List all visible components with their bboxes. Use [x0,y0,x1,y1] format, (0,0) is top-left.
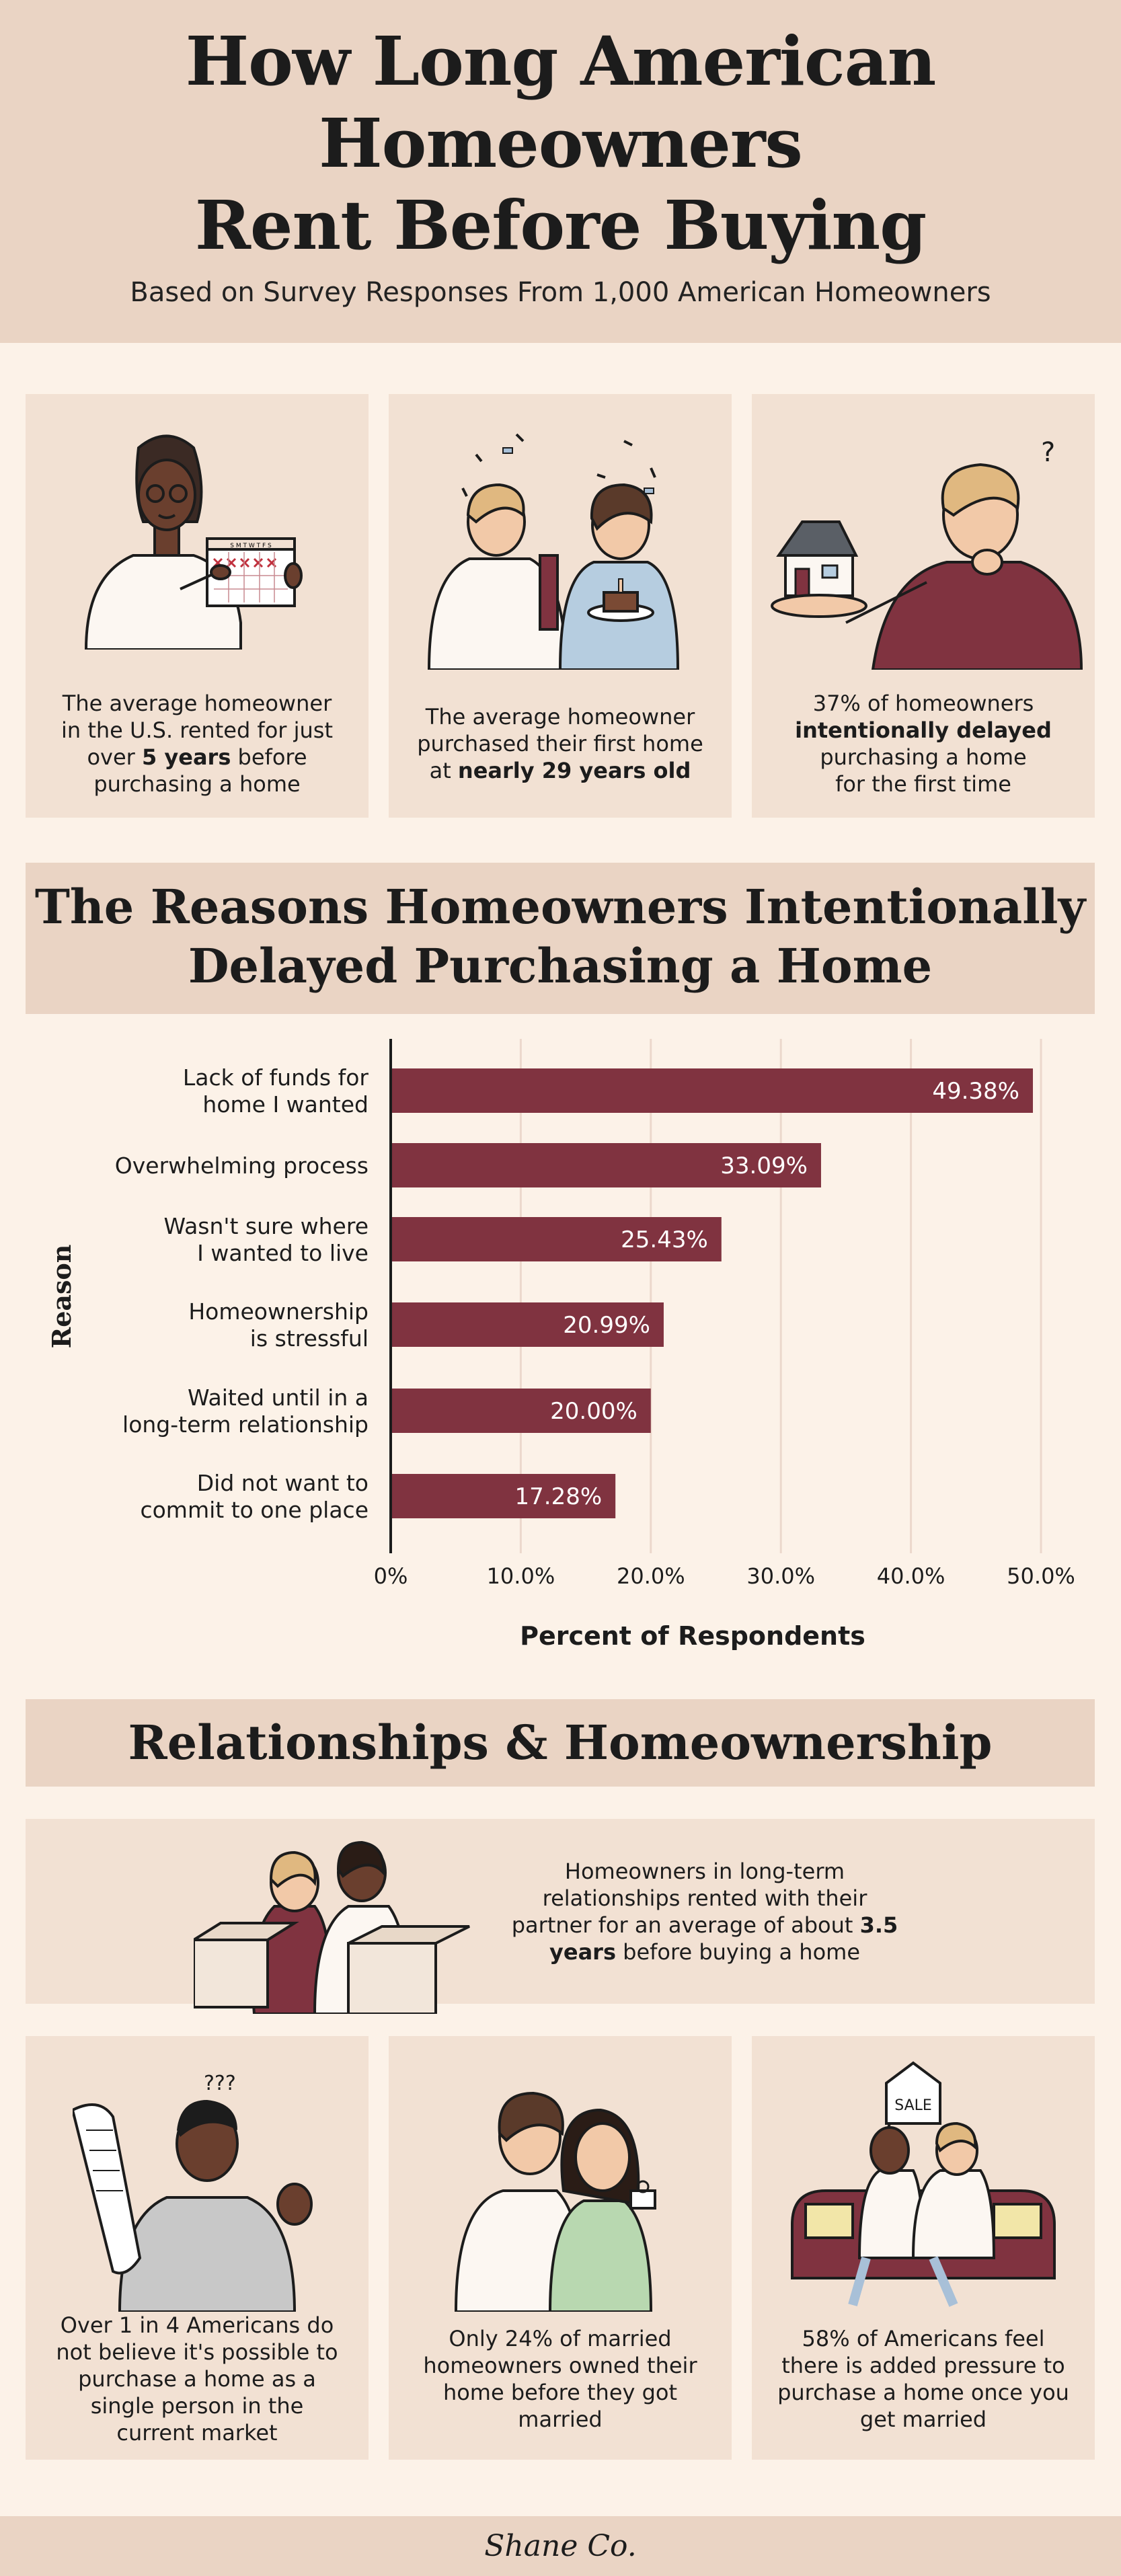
category-label: Homeownership [188,1298,369,1325]
category-label: long-term relationship [122,1411,369,1438]
bar-value-label: 17.28% [514,1483,603,1510]
stat-card-rent-years [26,394,369,818]
x-tick-label: 30.0% [746,1563,816,1589]
bar-value-label: 33.09% [720,1153,808,1179]
stat-card-delayed [752,394,1095,818]
category-label: commit to one place [140,1497,369,1523]
bar-value-label: 20.99% [563,1312,650,1339]
stat-caption-delayed: 37% of homeowners intentionally delayed purchasing a home for the first time [795,691,1052,797]
y-axis-title: Reason [46,1244,77,1349]
box-icon-right [348,1926,469,2014]
reasons-heading: The Reasons Homeowners Intentionally Delayed Purchasing a Home [34,879,1086,994]
category-label: is stressful [249,1325,369,1352]
question-mark: ? [1041,437,1056,468]
bar-value-label: 49.38% [932,1078,1020,1105]
relationship-stat-card [26,1819,1095,2004]
category-label: Wasn't sure where [163,1213,369,1239]
category-label: I wanted to live [197,1240,369,1266]
page-title [0,20,1121,266]
category-label: home I wanted [202,1091,369,1118]
confused-man-receipt-illustration [73,2056,328,2312]
sale-sign-text: SALE [894,2097,932,2114]
calendar-weekday-labels: S M T W T F S [230,543,272,549]
x-tick-label: 40.0% [876,1563,945,1589]
category-label: Did not want to [196,1470,369,1496]
stat-caption-marriage-pressure: 58% of Americans feel there is added pressure to purchase a home once you get married [777,2326,1069,2432]
stat-caption-rent-years: The average homeowner in the U.S. rented for just over 5 years before purchasing a home [61,691,333,797]
relationship-stat-caption: Homeowners in long-term relationships rented with their partner for an average of about 3.5 years before buying a home [511,1859,898,1965]
stat-card-married-owners [389,2036,732,2460]
stat-card-single-buyer [26,2036,369,2460]
couple-moving-boxes-illustration [194,1799,516,2014]
category-label: Overwhelming process [114,1153,369,1179]
relationships-heading: Relationships & Homeownership [128,1715,993,1770]
confused-marks: ??? [204,2072,236,2095]
stat-caption-first-home-age: The average homeowner purchased their first home at nearly 29 years old [417,704,703,783]
x-tick-label: 50.0% [1007,1563,1075,1589]
stat-caption-single-buyer: Over 1 in 4 Americans do not believe it's possible to purchase a home as a single person in the current market [56,2312,338,2446]
category-label: Lack of funds for [182,1064,369,1091]
footer [0,2516,1121,2576]
x-axis-title: Percent of Respondents [520,1621,865,1651]
bar-value-label: 20.00% [550,1398,637,1425]
page-subtitle: Based on Survey Responses From 1,000 American Homeowners [130,277,991,308]
couple-sofa-sale-sign-illustration [779,2056,1068,2312]
friends-celebrating-illustration [422,421,698,670]
category-label: Waited until in a [188,1384,369,1411]
title-line-3: Rent Before Buying [194,186,927,265]
stat-caption-married-owners: Only 24% of married homeowners owned their home before they got married [423,2326,697,2432]
title-line-1: How Long American [185,22,936,101]
x-tick-label: 10.0% [486,1563,555,1589]
title-line-2: Homeowners [319,104,802,183]
shane-co-logo[interactable]: Shane Co. [484,2529,637,2563]
x-tick-label: 0% [373,1563,408,1589]
header [0,0,1121,343]
man-thinking-house-illustration [765,421,1088,670]
married-couple-ring-illustration [449,2056,678,2312]
stat-card-first-home-age [389,394,732,818]
bar-value-label: 25.43% [621,1226,708,1253]
reasons-bar-chart [0,1015,1121,1681]
stat-card-marriage-pressure [752,2036,1095,2460]
woman-calendar-illustration [79,421,321,650]
x-tick-label: 20.0% [616,1563,685,1589]
reasons-banner [26,863,1095,1014]
relationships-banner [26,1699,1095,1787]
house-icon [779,522,856,596]
